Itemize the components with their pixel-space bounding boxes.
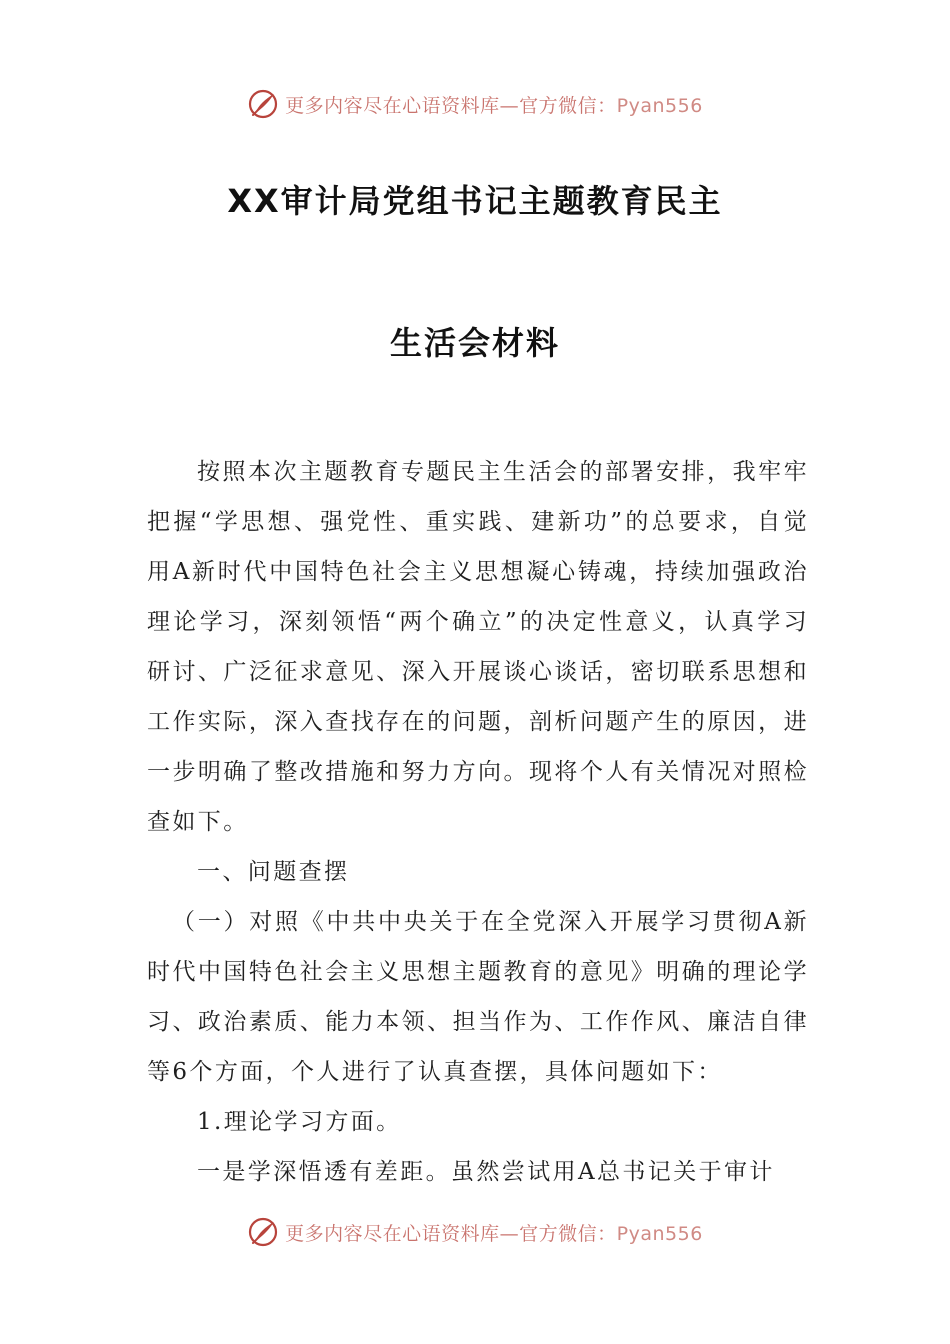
watermark-header [0, 84, 950, 124]
feather-pen-logo-icon [247, 1216, 279, 1248]
paragraph-point-1: 一是学深悟透有差距。虽然尝试用A总书记关于审计 [197, 1159, 775, 1185]
watermark-text: 更多内容尽在心语资料库—官方微信：Pyan556 [285, 94, 703, 117]
paragraph-intro: 按照本次主题教育专题民主生活会的部署安排，我牢牢把握“学思想、强党性、重实践、建新功”的总要求，自觉用A新时代中国特色社会主义思想凝心铸魂，持续加强政治理论学习，深刻领悟“两个确立”的决定性意义，认真学习研讨、广泛征求意见、深入开展谈心谈话，密切联系思想和工作实际，深入查找存在的问题，剖析问题产生的原因，进一步明确了整改措施和努力方向。现将个人有关情况对照检查如下。 [147, 459, 809, 835]
watermark-footer [0, 1212, 950, 1252]
watermark-text: 更多内容尽在心语资料库—官方微信：Pyan556 [285, 1222, 703, 1245]
document-body [147, 447, 809, 1197]
document-title-line2: 生活会材料 [389, 324, 560, 362]
paragraph-subsection-1: （一）对照《中共中央关于在全党深入开展学习贯彻A新时代中国特色社会主义思想主题教育的意见》明确的理论学习、政治素质、能力本领、担当作为、工作作风、廉洁自律等6个方面，个人进行了认真查摆，具体问题如下： [147, 909, 809, 1085]
document-title-line1: XX审计局党组书记主题教育民主 [227, 182, 723, 220]
section-heading: 一、问题查摆 [197, 859, 350, 885]
paragraph-item-heading: 1.理论学习方面。 [197, 1109, 402, 1135]
feather-pen-logo-icon [247, 88, 279, 120]
